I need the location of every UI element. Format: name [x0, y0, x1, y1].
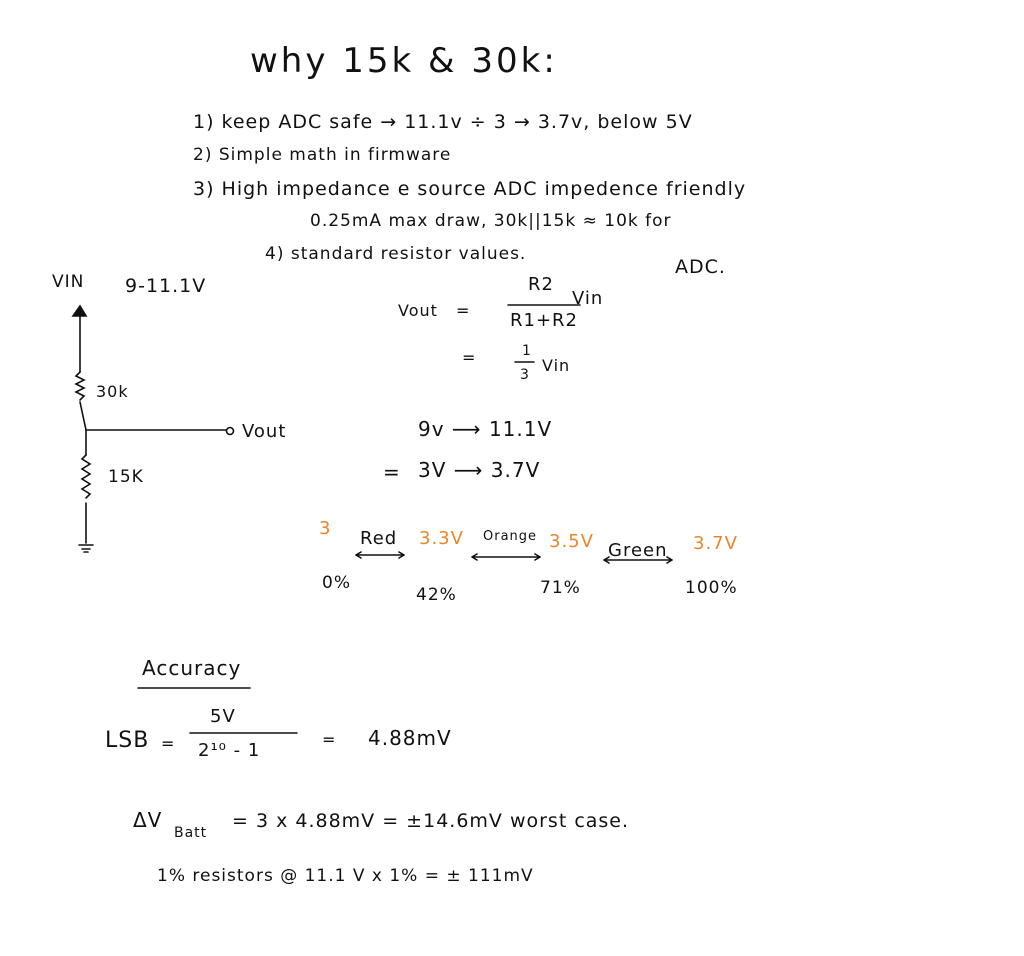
battery-percent-100: 100% — [685, 578, 738, 598]
resistor-15k — [82, 455, 90, 498]
reason-high-impedance-detail: 0.25mA max draw, 30k||15k ≈ 10k for — [310, 211, 672, 231]
resistor-30k-label: 30k — [96, 382, 129, 401]
resistor-30k — [76, 372, 84, 400]
lsb-result: 4.88mV — [368, 726, 452, 750]
battery-band-red: Red — [360, 528, 398, 549]
equation-denominator: R1+R2 — [510, 310, 578, 331]
reason-adc-safe: 1) keep ADC safe → 11.1v ÷ 3 → 3.7v, below 5V — [193, 111, 693, 133]
delta-v-equation: = 3 x 4.88mV = ±14.6mV worst case. — [232, 810, 630, 832]
lsb-equals: = — [161, 734, 176, 753]
equation-vin-2: Vin — [542, 356, 571, 375]
delta-v-subscript: Batt — [174, 825, 208, 841]
lsb-denominator: 2¹⁰ - 1 — [198, 740, 261, 761]
lsb-numerator: 5V — [210, 706, 236, 727]
reason-standard-values: 4) standard resistor values. — [265, 244, 527, 264]
equation-vout: Vout — [398, 301, 438, 320]
vout-label: Vout — [242, 421, 287, 442]
mapping-input-range: 9v ⟶ 11.1V — [418, 417, 553, 441]
equation-vin: Vin — [572, 288, 604, 309]
mapping-output-range: 3V ⟶ 3.7V — [418, 458, 541, 482]
mapping-equals: = — [383, 460, 401, 484]
battery-band-orange: Orange — [483, 529, 538, 544]
battery-voltage-3v5: 3.5V — [549, 531, 594, 552]
arrow-red — [356, 552, 404, 558]
vin-label: VIN — [52, 272, 85, 292]
battery-start-value: 3 — [319, 518, 332, 539]
accuracy-heading: Accuracy — [142, 656, 242, 680]
equation-equals-1: = — [456, 301, 471, 320]
delta-v-label: ΔV — [133, 808, 163, 832]
battery-percent-71: 71% — [540, 578, 581, 598]
equation-fraction-numerator: 1 — [522, 343, 532, 359]
lsb-result-equals: = — [322, 730, 337, 749]
battery-voltage-3v3: 3.3V — [419, 528, 464, 549]
reason-simple-math: 2) Simple math in firmware — [193, 145, 452, 165]
page-title: why 15k & 30k: — [250, 41, 558, 81]
battery-voltage-3v7: 3.7V — [693, 533, 738, 554]
equation-fraction-denominator: 3 — [520, 367, 530, 383]
reason-high-impedance-adc: ADC. — [675, 256, 726, 278]
lsb-label: LSB — [105, 728, 150, 753]
arrow-orange — [472, 554, 540, 560]
equation-equals-2: = — [462, 348, 477, 367]
vout-terminal — [227, 428, 234, 435]
equation-numerator: R2 — [528, 274, 554, 295]
battery-band-green: Green — [608, 540, 668, 561]
resistor-15k-label: 15K — [108, 467, 144, 487]
resistor-tolerance-note: 1% resistors @ 11.1 V x 1% = ± 111mV — [157, 866, 534, 886]
wire-mid-top — [80, 402, 86, 430]
reason-high-impedance: 3) High impedance e source ADC impedence friendly — [193, 178, 747, 200]
vin-range: 9-11.1V — [125, 275, 207, 297]
battery-percent-0: 0% — [322, 573, 351, 593]
battery-percent-42: 42% — [416, 585, 457, 605]
